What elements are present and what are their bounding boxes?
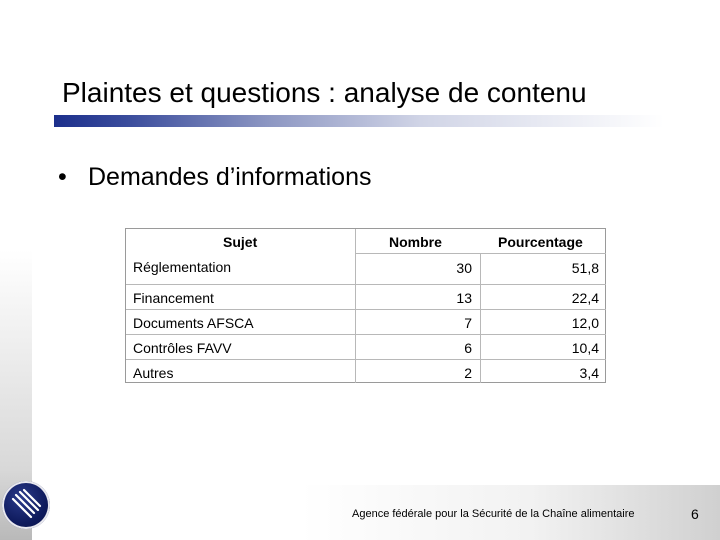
table-cell-nombre: 7 — [464, 315, 472, 331]
table-cell-pourcentage: 10,4 — [571, 340, 599, 356]
table-cell-nombre: 2 — [464, 365, 472, 381]
header-pourcentage: Pourcentage — [498, 234, 583, 250]
column-separator — [355, 229, 356, 253]
table-cell-sujet: Contrôles FAVV — [133, 340, 232, 356]
table-cell-nombre: 13 — [456, 290, 472, 306]
afsca-logo-icon — [2, 481, 50, 529]
table-cell-pourcentage: 22,4 — [571, 290, 599, 306]
page-number: 6 — [691, 506, 699, 522]
data-table — [125, 228, 606, 383]
slide-title: Plaintes et questions : analyse de contenu — [62, 77, 587, 108]
header-sujet: Sujet — [223, 234, 258, 250]
table-cell-pourcentage: 51,8 — [571, 260, 599, 276]
table-cell-sujet: Autres — [133, 365, 174, 381]
bullet-dot: • — [58, 163, 67, 191]
table-cell-nombre: 6 — [464, 340, 472, 356]
title-underline — [54, 115, 664, 127]
header-nombre: Nombre — [389, 234, 442, 250]
table-cell-sujet: Documents AFSCA — [133, 315, 254, 331]
row-separator — [126, 359, 606, 360]
table-cell-sujet: Réglementation — [133, 259, 232, 275]
left-decorative-strip — [0, 0, 32, 540]
row-separator — [126, 284, 606, 285]
bullet-item — [58, 161, 371, 193]
column-separator — [355, 253, 356, 383]
bullet-text: Demandes d’informations — [88, 163, 372, 191]
row-separator — [126, 334, 606, 335]
table-cell-sujet: Financement — [133, 290, 214, 306]
row-separator — [126, 309, 606, 310]
footer-agency-name: Agence fédérale pour la Sécurité de la Chaîne alimentaire — [352, 508, 635, 520]
table-cell-nombre: 30 — [456, 260, 472, 276]
table-cell-pourcentage: 12,0 — [571, 315, 599, 331]
table-cell-pourcentage: 3,4 — [579, 365, 599, 381]
column-separator — [480, 253, 481, 383]
